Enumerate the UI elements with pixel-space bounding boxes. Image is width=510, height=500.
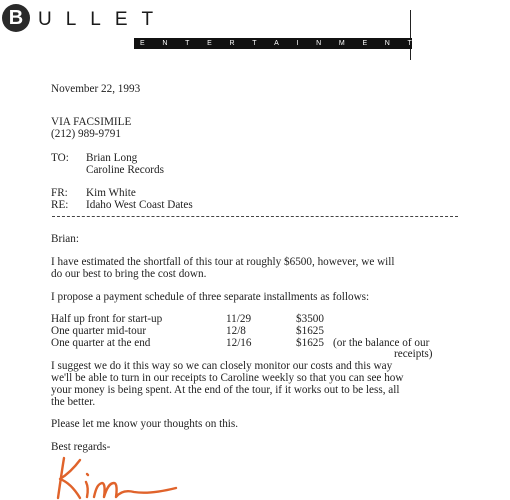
subtitle-text — [140, 38, 412, 49]
from-label: FR: — [51, 187, 68, 199]
subtitle-letter: N — [316, 40, 322, 47]
subtitle-letter: R — [229, 40, 235, 47]
installment-desc: One quarter at the end — [51, 337, 151, 349]
subtitle-letter: M — [338, 40, 345, 47]
body-paragraph-line: I have estimated the shortfall of this tour at roughly $6500, however, we will — [51, 256, 395, 268]
body-paragraph-line: your money is being spent. At the end of the tour, if it works out to be less, all — [51, 384, 400, 396]
sender-name: Kim White — [86, 187, 136, 199]
fax-number: (212) 989-9791 — [51, 128, 121, 140]
body-paragraph-line: I suggest we do it this way so we can closely monitor our costs and this way — [51, 360, 393, 372]
subtitle-letter: I — [296, 40, 299, 47]
body-paragraph-line: we'll be able to turn in our receipts to Caroline weekly so that you can see how — [51, 372, 404, 384]
subtitle-letter: N — [384, 40, 390, 47]
body-paragraph-line: the better. — [51, 396, 96, 408]
subtitle-letter: E — [207, 40, 212, 47]
installment-desc: Half up front for start-up — [51, 313, 163, 325]
body-paragraph: Please let me know your thoughts on this. — [51, 418, 239, 430]
installment-date: 12/8 — [226, 325, 246, 337]
delivery-method: VIA FACSIMILE — [51, 116, 132, 128]
letter-date: November 22, 1993 — [51, 83, 141, 95]
installment-amount: $3500 — [296, 313, 324, 325]
recipient-name: Brian Long — [86, 152, 138, 164]
logo-mark: B — [2, 4, 30, 32]
installment-date: 11/29 — [226, 313, 252, 325]
body-paragraph-line: do our best to bring the cost down. — [51, 268, 207, 280]
re-label: RE: — [51, 199, 69, 211]
installment-amount: $1625 — [296, 337, 324, 349]
header-divider — [52, 216, 458, 217]
to-label: TO: — [51, 152, 69, 164]
subtitle-letter: A — [274, 40, 279, 47]
salutation: Brian: — [51, 233, 79, 245]
installment-note: receipts) — [394, 348, 433, 360]
subtitle-letter: T — [185, 40, 190, 47]
subtitle-letter: E — [362, 40, 368, 47]
subtitle-letter: N — [162, 40, 168, 47]
subtitle-letter: E — [140, 40, 145, 47]
company-wordmark: ULLET — [38, 9, 168, 30]
subject: Idaho West Coast Dates — [86, 199, 193, 211]
installment-note: (or the balance of our — [333, 337, 430, 349]
letterhead-rule — [407, 10, 412, 60]
installment-date: 12/16 — [226, 337, 252, 349]
installment-amount: $1625 — [296, 325, 324, 337]
body-paragraph: I propose a payment schedule of three separate installments as follows: — [51, 291, 370, 303]
installment-desc: One quarter mid-tour — [51, 325, 147, 337]
recipient-company: Caroline Records — [86, 164, 164, 176]
closing: Best regards- — [51, 441, 111, 453]
subtitle-letter: T — [407, 40, 412, 47]
subtitle-letter: T — [252, 40, 257, 47]
signature-image — [50, 452, 180, 500]
